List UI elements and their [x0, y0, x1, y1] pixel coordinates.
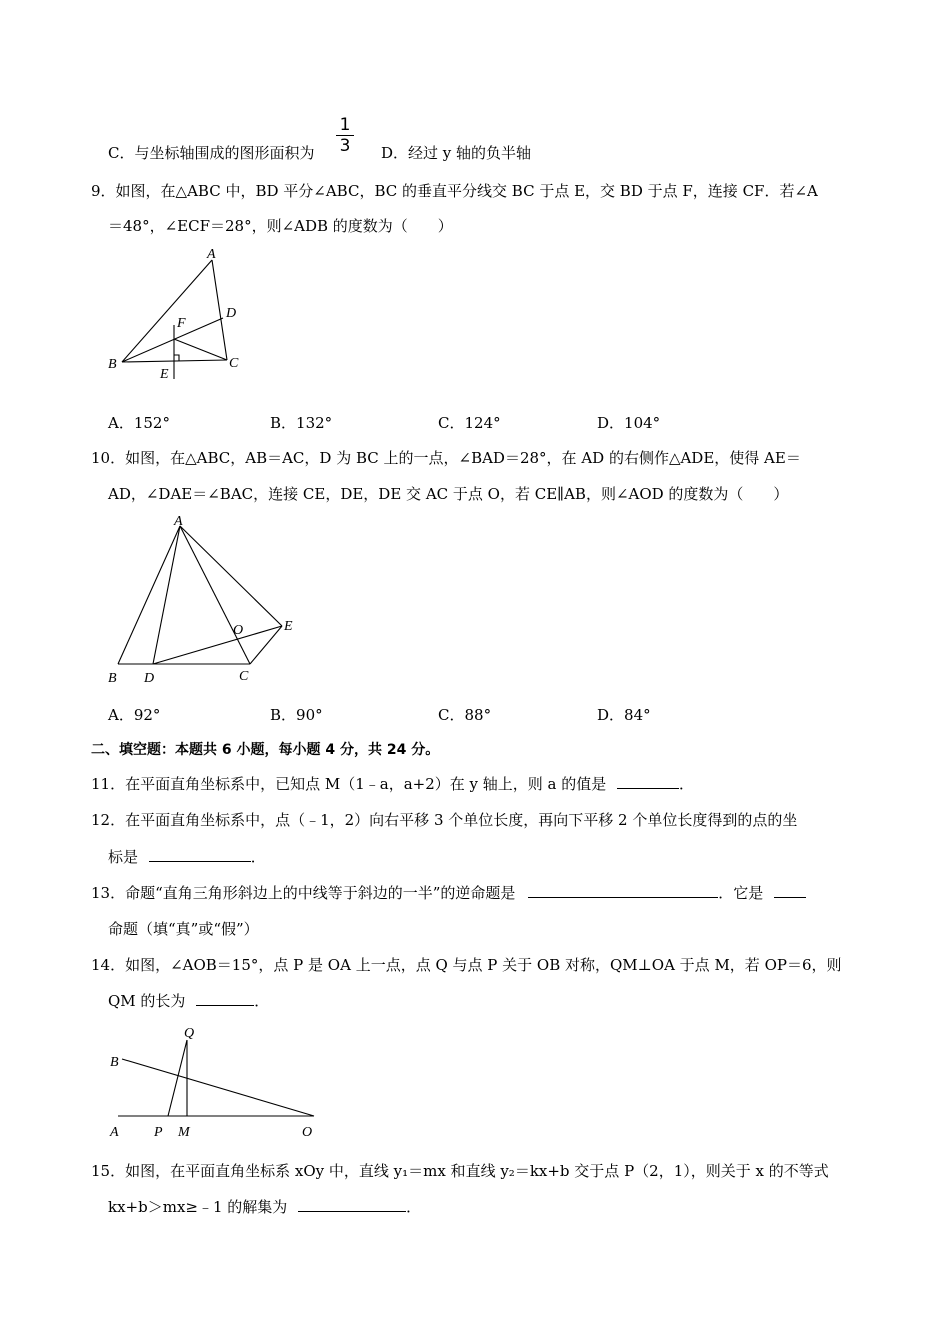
- q14-ray-ob: [122, 1059, 314, 1116]
- q14-figure: [100, 1015, 330, 1140]
- q10-segment-ad: [153, 526, 180, 664]
- section-heading-fill-in: 二、填空题：本题共 6 小题，每小题 4 分，共 24 分。: [91, 742, 440, 758]
- q10-label-b: B: [108, 671, 117, 686]
- q11-end: ．: [679, 775, 695, 793]
- q9-segment-cf: [174, 339, 227, 360]
- q11-answer-blank[interactable]: [617, 774, 679, 789]
- q10-segment-ce: [250, 626, 282, 664]
- fraction-numerator: 1: [339, 115, 351, 135]
- q10-segment-ae: [180, 526, 282, 626]
- q9-figure: [100, 240, 260, 385]
- q9-label-b: B: [108, 357, 117, 372]
- q14-end: ．: [254, 992, 270, 1010]
- q10-option-a[interactable]: A．92°: [108, 706, 161, 724]
- q14-label-q: Q: [184, 1026, 195, 1041]
- q10-option-d[interactable]: D．84°: [597, 706, 651, 724]
- q12-stem-line2: [108, 847, 266, 867]
- q10-stem-line2: AD，∠DAE＝∠BAC，连接 CE，DE，DE 交 AC 于点 O，若 CE∥AB，则∠AOD 的度数为（ ）: [108, 485, 789, 503]
- q14-label-a: A: [110, 1125, 119, 1140]
- q13-mid: ．它是: [718, 884, 764, 902]
- q15-stem-line2: [108, 1197, 421, 1217]
- q10-segment-ab: [118, 526, 180, 664]
- q13-answer-blank-2[interactable]: [774, 883, 806, 898]
- q15-answer-blank[interactable]: [298, 1197, 406, 1212]
- q14-label-m: M: [178, 1125, 190, 1140]
- q9-segment-bd: [122, 318, 223, 362]
- q14-label-b: B: [110, 1055, 119, 1070]
- q9-option-b[interactable]: B．132°: [270, 414, 333, 432]
- q10-figure: [100, 508, 310, 690]
- q9-option-d[interactable]: D．104°: [597, 414, 661, 432]
- q12-stem-line1: 12．在平面直角坐标系中，点（﹣1，2）向右平移 3 个单位长度，再向下平移 2 个单位长度得到的点的坐: [91, 811, 798, 829]
- q10-label-d: D: [144, 671, 155, 686]
- q12-answer-blank[interactable]: [149, 847, 251, 862]
- q9-label-a: A: [207, 247, 216, 262]
- q10-segment-de: [153, 626, 282, 664]
- q8-option-d: D．经过 y 轴的负半轴: [381, 144, 532, 162]
- q10-option-b[interactable]: B．90°: [270, 706, 323, 724]
- q10-option-c[interactable]: C．88°: [438, 706, 492, 724]
- q11-stem: [91, 774, 694, 794]
- fraction-denominator: 3: [339, 136, 351, 156]
- q8-option-c: [108, 143, 314, 163]
- q14-label-p: P: [154, 1125, 163, 1140]
- q9-stem-line1: 9．如图，在△ABC 中，BD 平分∠ABC，BC 的垂直平分线交 BC 于点 E，交 BD 于点 F，连接 CF．若∠A: [91, 182, 818, 200]
- q11-text: 11．在平面直角坐标系中，已知点 M（1﹣a，a+2）在 y 轴上，则 a 的值是: [91, 775, 607, 793]
- q12-text: 标是: [108, 848, 139, 866]
- q9-label-f: F: [177, 316, 186, 331]
- q10-label-o: O: [233, 623, 244, 638]
- q9-segment-ac: [212, 260, 227, 360]
- q14-stem-line1: 14．如图，∠AOB＝15°，点 P 是 OA 上一点，点 Q 与点 P 关于 OB 对称，QM⊥OA 于点 M，若 OP＝6，则: [91, 956, 842, 974]
- q9-segment-ab: [122, 260, 212, 362]
- q13-answer-blank-1[interactable]: [528, 883, 718, 898]
- q10-label-e: E: [284, 619, 293, 634]
- q14-answer-blank[interactable]: [196, 991, 254, 1006]
- q15-stem-line1: 15．如图，在平面直角坐标系 xOy 中，直线 y₁＝mx 和直线 y₂＝kx+b 交于点 P（2，1），则关于 x 的不等式: [91, 1162, 829, 1180]
- q14-label-o: O: [302, 1125, 313, 1140]
- q10-stem-line1: 10．如图，在△ABC，AB＝AC，D 为 BC 上的一点，∠BAD＝28°，在 AD 的右侧作△ADE，使得 AE＝: [91, 449, 801, 467]
- q9-label-c: C: [229, 356, 239, 371]
- q12-end: ．: [250, 848, 266, 866]
- q14-stem-line2: [108, 991, 269, 1011]
- q8-option-c-text: C．与坐标轴围成的图形面积为: [108, 144, 315, 162]
- q9-option-c[interactable]: C．124°: [438, 414, 501, 432]
- q13-text: 13．命题“直角三角形斜边上的中线等于斜边的一半”的逆命题是: [91, 884, 516, 902]
- q14-text: QM 的长为: [108, 992, 186, 1010]
- q10-label-a: A: [174, 514, 183, 529]
- q13-stem-line2: 命题（填“真”或“假”）: [108, 920, 259, 938]
- q10-segment-ac: [180, 526, 250, 664]
- q15-text: kx+b＞mx≥﹣1 的解集为: [108, 1198, 288, 1216]
- q10-label-c: C: [239, 669, 249, 684]
- q9-stem-line2: ＝48°，∠ECF＝28°，则∠ADB 的度数为（ ）: [108, 217, 453, 235]
- q8-option-c-fraction: [336, 116, 354, 155]
- q13-stem-line1: [91, 883, 806, 903]
- q9-label-d: D: [226, 306, 237, 321]
- q9-option-a[interactable]: A．152°: [108, 414, 170, 432]
- q9-label-e: E: [160, 367, 169, 382]
- q15-end: ．: [406, 1198, 422, 1216]
- q9-right-angle-mark: [174, 355, 179, 361]
